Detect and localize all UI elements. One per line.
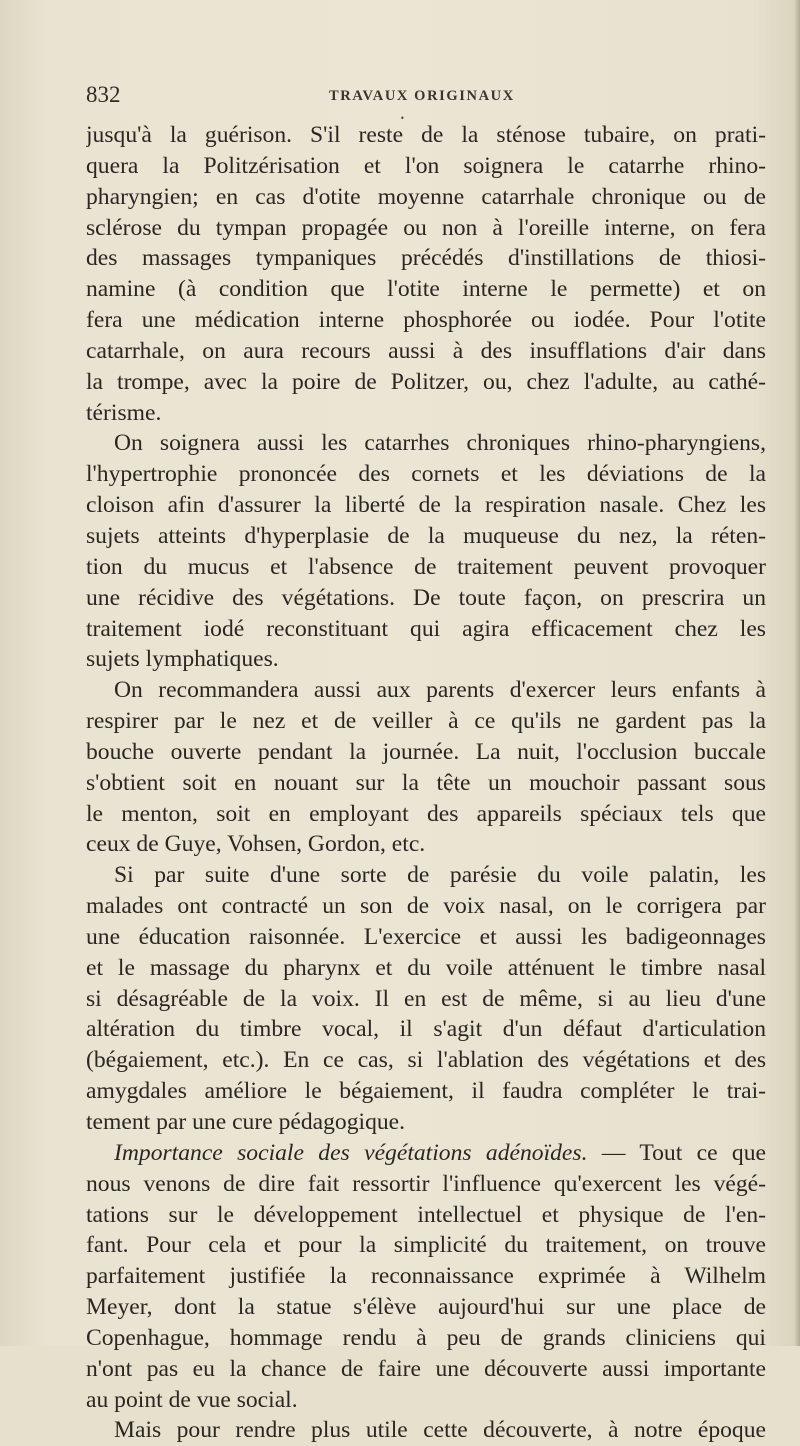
section-heading-continuation: — Tout ce que [587,1139,766,1166]
text-line: et le massage du pharynx et du voile atténuent le timbre nasal [86,954,766,981]
page-header [86,80,766,123]
running-head: TRAVAUX ORIGINAUX [329,88,515,104]
text-line: amygdales améliore le bégaiement, il faudra compléter le trai- [86,1078,766,1105]
text-line: ceux de Guye, Vohsen, Gordon, etc. [86,831,426,858]
text-line: quera la Politzérisation et l'on soignera le catarrhe rhino- [86,152,766,179]
text-line: une éducation raisonnée. L'exercice et aussi les badigeonnages [86,923,766,950]
text-line: catarrhale, on aura recours aussi à des insufflations d'air dans [86,337,766,364]
ornament-dot: • [400,114,405,123]
section-heading-line [86,1138,766,1169]
text-line: pharyngien; en cas d'otite moyenne catarrhale chronique ou de [86,183,766,210]
text-line: jusqu'à la guérison. S'il reste de la sténose tubaire, on prati- [86,122,766,148]
text-line: une récidive des végétations. De toute façon, on prescrira un [86,584,766,611]
section-heading: Importance sociale des végétations adénoïdes. [114,1139,588,1166]
text-line: altération du timbre vocal, il s'agit d'un défaut d'articulation [86,1016,766,1043]
text-line: térisme. [86,399,162,426]
text-line: parfaitement justifiée la reconnaissance exprimée à Wilhelm [86,1263,766,1290]
text-line: l'hypertrophie prononcée des cornets et les déviations de la [86,461,766,488]
text-line: namine (à condition que l'otite interne le permette) et on [86,276,766,303]
text-line: tement par une cure pédagogique. [86,1109,406,1135]
text-line: des massages tympaniques précédés d'instillations de thiosi- [86,245,766,272]
text-line: traitement iodé reconstituant qui agira efficacement chez les [86,615,766,642]
text-line: Mais pour rendre plus utile cette découverte, à notre époque [114,1417,766,1444]
text-line: fant. Pour cela et pour la simplicité du traitement, on trouve [86,1232,766,1259]
body-text [86,120,766,1446]
text-line: cloison afin d'assurer la liberté de la respiration nasale. Chez les [86,492,766,519]
text-line: On soignera aussi les catarrhes chroniques rhino-pharyngiens, [114,430,766,457]
text-line: sujets atteints d'hyperplasie de la muqueuse du nez, la réten- [86,522,766,549]
text-line: (bégaiement, etc.). En ce cas, si l'ablation des végétations et des [86,1047,766,1074]
text-line: Copenhague, hommage rendu à peu de grands cliniciens qui [86,1324,766,1351]
page-edge-shadow [794,0,800,1346]
text-line: Si par suite d'une sorte de parésie du voile palatin, les [114,862,766,889]
text-line: nous venons de dire fait ressortir l'influence qu'exercent les végé- [86,1170,766,1197]
text-line: s'obtient soit en nouant sur la tête un mouchoir passant sous [86,769,766,796]
text-line: n'ont pas eu la chance de faire une découverte aussi importante [86,1355,766,1382]
text-line: le menton, soit en employant des appareils spéciaux tels que [86,800,766,827]
text-line: si désagréable de la voix. Il en est de même, si au lieu d'une [86,985,766,1012]
text-line: On recommandera aussi aux parents d'exercer leurs enfants à [114,677,766,704]
text-line: tations sur le développement intellectuel et physique de l'en- [86,1201,766,1228]
text-line: sclérose du tympan propagée ou non à l'oreille interne, on fera [86,214,766,241]
text-line: bouche ouverte pendant la journée. La nuit, l'occlusion buccale [86,738,766,765]
text-line: respirer par le nez et de veiller à ce qu'ils ne gardent pas la [86,708,766,735]
text-line: fera une médication interne phosphorée ou iodée. Pour l'otite [86,307,766,334]
text-line: tion du mucus et l'absence de traitement peuvent provoquer [86,553,766,580]
text-line: sujets lymphatiques. [86,646,279,673]
text-line: au point de vue social. [86,1386,298,1413]
text-line: Meyer, dont la statue s'élève aujourd'hui sur une place de [86,1294,766,1321]
text-line: malades ont contracté un son de voix nasal, on le corrigera par [86,893,766,920]
text-line: la trompe, avec la poire de Politzer, ou, chez l'adulte, au cathé- [86,368,766,395]
page-number: 832 [86,82,121,107]
